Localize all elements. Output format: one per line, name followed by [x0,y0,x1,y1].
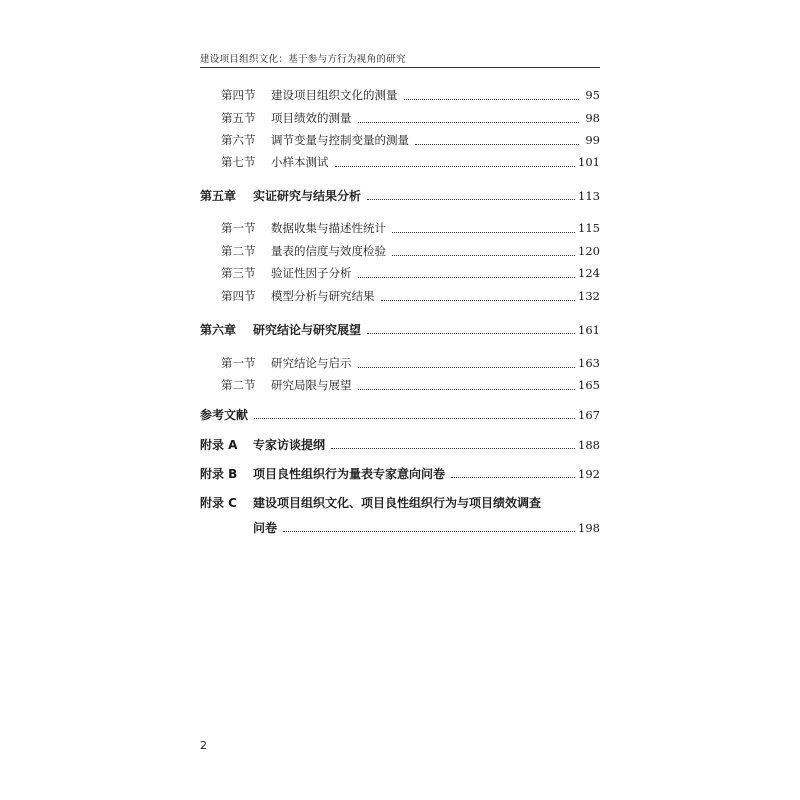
toc-entry-page: 163 [578,356,600,370]
toc-appendix-title: 专家访谈提纲 [253,438,326,452]
dot-leader [451,476,575,478]
toc-entry-number: 第五节 [221,111,256,125]
toc-entry[interactable] [200,243,600,261]
toc-chapter-number: 第五章 [200,189,237,203]
header-rule [200,67,600,68]
toc-entry-page: 188 [578,438,600,452]
toc-entry[interactable] [200,265,600,283]
toc-entry-number: 第二节 [221,378,256,392]
dot-leader [392,254,575,256]
toc-entry-number: 第六节 [221,133,256,147]
toc-appendix-continuation[interactable] [200,519,600,537]
toc-entry-page: 98 [585,111,600,125]
toc-entry-page: 198 [578,521,600,535]
toc-appendix-entry[interactable] [200,436,600,454]
toc-entry-page: 192 [578,467,600,481]
toc-appendix-label: 附录 B [200,467,238,481]
dot-leader [358,276,576,278]
toc-entry-page: 95 [585,88,600,102]
toc-chapter-title: 研究结论与研究展望 [253,323,362,337]
toc-entry-page: 124 [578,266,600,280]
toc-entry-page: 165 [578,378,600,392]
toc-entry-title: 研究局限与展望 [271,378,352,392]
toc-appendix-entry[interactable] [200,465,600,483]
toc-entry-title: 验证性因子分析 [271,266,352,280]
dot-leader [254,417,575,419]
dot-leader [331,447,575,449]
toc-entry-title: 调节变量与控制变量的测量 [271,133,409,147]
toc-entry-title: 研究结论与启示 [271,356,352,370]
dot-leader [381,299,576,301]
toc-entry-title: 模型分析与研究结果 [271,289,375,303]
toc-chapter-entry[interactable] [200,321,600,339]
toc-entry-page: 99 [585,133,600,147]
toc-entry-number: 第七节 [221,155,256,169]
toc-entry-title: 数据收集与描述性统计 [271,221,386,235]
toc-references-entry[interactable] [200,406,600,424]
toc-appendix-entry[interactable] [200,494,600,512]
toc-entry-number: 第二节 [221,244,256,258]
toc-entry-page: 115 [578,221,600,235]
toc-entry-title: 项目绩效的测量 [271,111,352,125]
toc-entry-title: 建设项目组织文化的测量 [271,88,398,102]
toc-chapter-title: 实证研究与结果分析 [253,189,362,203]
toc-entry[interactable] [200,288,600,306]
toc-references-title: 参考文献 [200,408,249,422]
toc-entry-title: 小样本测试 [271,155,329,169]
toc-entry[interactable] [200,220,600,238]
toc-appendix-label: 附录 C [200,496,237,510]
toc-chapter-number: 第六章 [200,323,237,337]
toc-appendix-title: 建设项目组织文化、项目良性组织行为与项目绩效调查 [253,496,542,510]
toc-entry-number: 第一节 [221,356,256,370]
dot-leader [358,388,576,390]
toc-appendix-label: 附录 A [200,438,238,452]
toc-entry-number: 第三节 [221,266,256,280]
dot-leader [367,332,575,334]
dot-leader [415,143,579,145]
toc-entry-number: 第一节 [221,221,256,235]
toc-appendix-title-continued: 问卷 [253,521,278,535]
toc-entry-page: 167 [578,408,600,422]
toc-entry-title: 量表的信度与效度检验 [271,244,386,258]
toc-entry[interactable] [200,110,600,128]
toc-appendix-title: 项目良性组织行为量表专家意向问卷 [253,467,446,481]
dot-leader [358,121,580,123]
dot-leader [283,530,575,532]
toc-entry-page: 132 [578,289,600,303]
toc-entry[interactable] [200,154,600,172]
toc-entry[interactable] [200,87,600,105]
toc-entry-number: 第四节 [221,289,256,303]
toc-entry[interactable] [200,377,600,395]
page-number: 2 [200,739,207,752]
toc-entry[interactable] [200,132,600,150]
toc-entry-number: 第四节 [221,88,256,102]
dot-leader [335,165,576,167]
toc-chapter-entry[interactable] [200,187,600,205]
toc-entry-page: 101 [578,155,600,169]
toc-entry[interactable] [200,355,600,373]
toc-entry-page: 161 [578,323,600,337]
dot-leader [392,231,575,233]
dot-leader [367,198,575,200]
dot-leader [404,98,580,100]
dot-leader [358,366,576,368]
toc-entry-page: 113 [578,189,600,203]
running-head: 建设项目组织文化：基于参与方行为视角的研究 [200,54,406,65]
toc-entry-page: 120 [578,244,600,258]
